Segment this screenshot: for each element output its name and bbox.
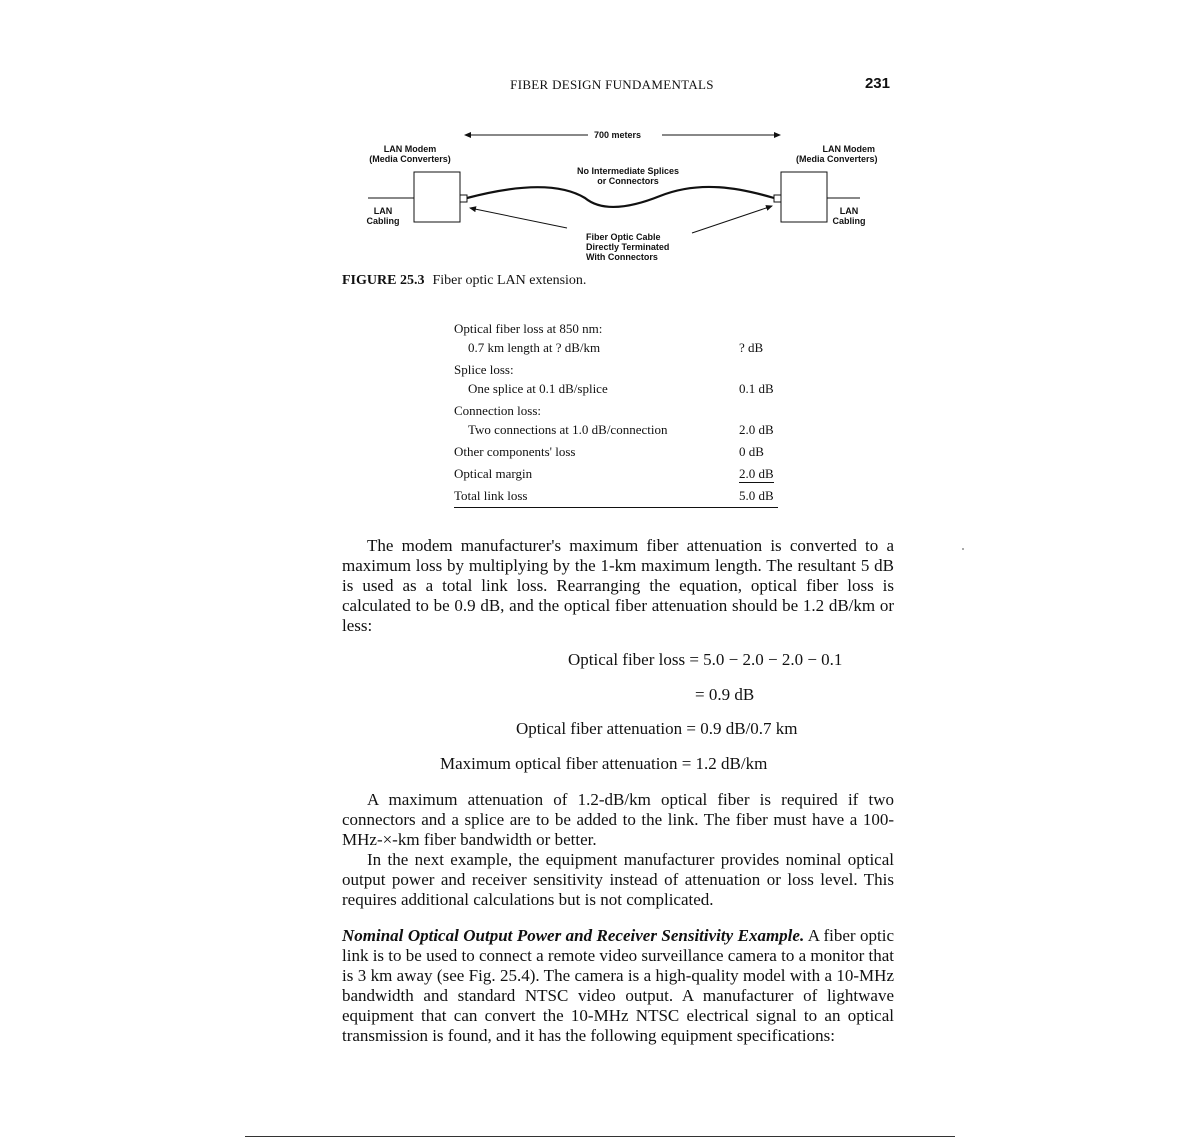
margin-label: Optical margin	[454, 466, 533, 481]
equation-3: Optical fiber attenuation = 0.9 dB/0.7 km	[516, 719, 798, 738]
right-cabling-line1: LAN	[839, 206, 859, 216]
table-row	[454, 464, 778, 483]
body-paragraph-4	[342, 926, 894, 1046]
total-value: 5.0 dB	[739, 488, 774, 503]
body-paragraph-3	[342, 850, 894, 910]
no-splices-label	[566, 166, 690, 186]
right-modem-box	[781, 172, 827, 222]
splice-value: 0.1 dB	[739, 381, 774, 396]
cable-note-label	[586, 232, 669, 262]
cable-pointer-left	[470, 208, 567, 228]
table-row	[454, 360, 778, 379]
table-row	[454, 401, 778, 420]
other-label: Other components' loss	[454, 444, 576, 459]
table-row	[454, 319, 778, 338]
table-row	[454, 442, 778, 461]
paragraph-2-text: A maximum attenuation of 1.2-dB/km optical fiber is required if two connectors and a splice are to be added to the link. The fiber must have a 100-MHz-×-km fiber bandwidth or better.	[342, 790, 894, 849]
table-row	[454, 379, 778, 398]
left-connector	[460, 195, 467, 202]
fiber-lan-diagram	[330, 120, 910, 270]
connection-value: 2.0 dB	[739, 422, 774, 437]
body-paragraph-2	[342, 790, 894, 850]
body-paragraph-1	[342, 536, 894, 636]
page-bottom-rule	[245, 1136, 955, 1137]
left-modem-box	[414, 172, 460, 222]
fiber-cable	[467, 187, 774, 207]
page-number: 231	[864, 75, 890, 92]
loss-budget-table	[454, 319, 778, 508]
table-row	[454, 486, 778, 505]
paragraph-4-text: A fiber optic link is to be used to connect a remote video surveillance camera to a monitor that is 3 km away (see Fig. 25.4). The camera is a high-quality model with a 10-MHz bandwidth and standard NTSC video output. A manufacturer of lightwave equipment that can convert the 10-MHz NTSC electrical signal to an optical transmission is found, and it has the following equipment specifications:	[342, 926, 894, 1045]
running-header: FIBER DESIGN FUNDAMENTALS	[510, 77, 714, 92]
no-splices-line2: or Connectors	[597, 176, 659, 186]
left-cabling-line1: LAN	[373, 206, 393, 216]
equation-2: = 0.9 dB	[695, 685, 755, 704]
right-cabling-label	[827, 206, 871, 226]
left-modem-line2: (Media Converters)	[369, 154, 451, 164]
table-bottom-rule	[454, 507, 778, 508]
right-cabling-line2: Cabling	[832, 216, 866, 226]
right-modem-line1: LAN Modem	[822, 144, 876, 154]
cable-note-line2: Directly Terminated	[586, 242, 670, 252]
section-run-in-heading: Nominal Optical Output Power and Receiver Sensitivity Example.	[342, 926, 805, 945]
other-value: 0 dB	[739, 444, 764, 459]
left-modem-line1: LAN Modem	[383, 144, 437, 154]
margin-value: 2.0 dB	[739, 466, 774, 481]
no-splices-line1: No Intermediate Splices	[576, 166, 680, 176]
equation-1: Optical fiber loss = 5.0 − 2.0 − 2.0 − 0.1	[568, 650, 843, 669]
splice-label: One splice at 0.1 dB/splice	[468, 381, 608, 396]
fiber-loss-value: ? dB	[739, 340, 764, 355]
equation-4: Maximum optical fiber attenuation = 1.2 dB/km	[440, 754, 768, 773]
total-label: Total link loss	[454, 488, 528, 503]
cable-note-line3: With Connectors	[586, 252, 658, 262]
table-row	[454, 420, 778, 439]
left-cabling-line2: Cabling	[366, 216, 400, 226]
cable-pointer-right	[692, 206, 772, 233]
scan-speck	[962, 548, 964, 550]
left-cabling-label	[363, 206, 403, 226]
cable-note-line1: Fiber Optic Cable	[586, 232, 661, 242]
table-row	[454, 338, 778, 357]
right-modem-line2: (Media Converters)	[796, 154, 878, 164]
connection-heading: Connection loss:	[454, 403, 542, 418]
paragraph-3-text: In the next example, the equipment manufacturer provides nominal optical output power and receiver sensitivity instead of attenuation or loss level. This requires additional calculations but is not complicated.	[342, 850, 894, 909]
fiber-loss-label: 0.7 km length at ? dB/km	[468, 340, 601, 355]
right-modem-label	[796, 144, 878, 164]
paragraph-1-text: The modem manufacturer's maximum fiber attenuation is converted to a maximum loss by multiplying by the 1-km maximum length. The resultant 5 dB is used as a total link loss. Rearranging the equation, optical fiber loss is calculated to be 0.9 dB, and the optical fiber attenuation should be 1.2 dB/km or less:	[342, 536, 894, 635]
fiber-loss-heading: Optical fiber loss at 850 nm:	[454, 321, 603, 336]
splice-heading: Splice loss:	[454, 362, 514, 377]
distance-label: 700 meters	[594, 130, 642, 140]
figure-caption	[342, 273, 586, 289]
caption-text: Fiber optic LAN extension.	[432, 273, 587, 288]
connection-label: Two connections at 1.0 dB/connection	[468, 422, 668, 437]
right-connector	[774, 195, 781, 202]
caption-label: FIGURE 25.3	[342, 273, 425, 288]
